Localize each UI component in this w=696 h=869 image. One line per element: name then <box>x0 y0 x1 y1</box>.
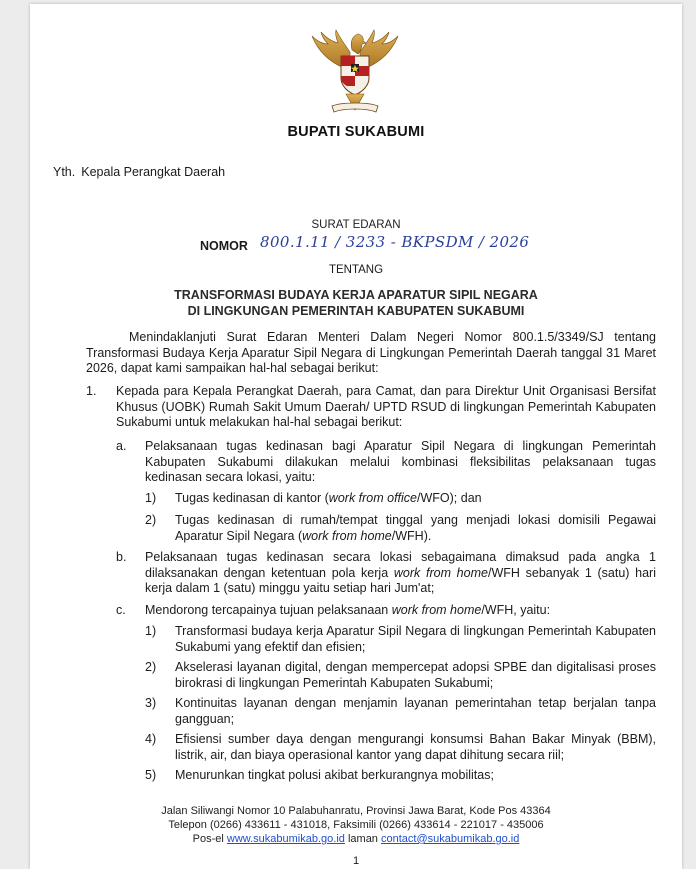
sub-b-text <box>145 550 656 597</box>
sub-c-4-marker: 4) <box>145 732 157 746</box>
sub-c-3-marker: 3) <box>145 696 157 710</box>
letterhead-title: BUPATI SUKABUMI <box>287 124 425 140</box>
item-1-text: Kepada para Kepala Perangkat Daerah, para Camat, dan para Direktur Unit Organisasi Bersifat Khusus (UOBK) Rumah Sakit Umum Daerah/ UPTD RSUD di lingkungan Pemerintah Kabupaten Sukabumi untuk melakukan hal-hal sebagai berikut: <box>116 384 656 429</box>
sub-a-1-marker: 1) <box>145 491 157 505</box>
about-label: TENTANG <box>328 264 384 276</box>
garuda-emblem-icon <box>306 26 404 120</box>
subject-title <box>30 287 682 319</box>
letterhead-footer <box>30 804 682 846</box>
sub-c-marker: c. <box>116 603 126 617</box>
sub-c-5-marker: 5) <box>145 768 157 782</box>
sub-c-pre: Mendorong tercapainya tujuan pelaksanaan <box>145 603 392 617</box>
sub-a-1-text <box>175 491 656 507</box>
sub-a-marker: a. <box>116 439 127 453</box>
number-label: NOMOR <box>200 239 248 253</box>
sub-c-2-marker: 2) <box>145 660 157 674</box>
sub-b-post: /WFH sebanyak 1 (satu) hari kerja dalam 1 (satu) minggu yaitu setiap hari Jum'at; <box>145 565 656 595</box>
circular-type: SURAT EDARAN <box>311 219 401 231</box>
sub-c-4-text: Efisiensi sumber daya dengan mengurangi konsumsi Bahan Bakar Minyak (BBM), listrik, air, dan biaya operasional kantor yang dapat dihitung secara riil; <box>175 732 656 762</box>
sub-a-2-text <box>175 513 656 544</box>
sub-a-text: Pelaksanaan tugas kedinasan bagi Aparatur Sipil Negara di lingkungan Pemerintah Kabupaten Sukabumi dilakukan melalui kombinasi fleksibilitas pelaksanaan tugas kedinasan secara lokasi, yaitu: <box>145 439 656 484</box>
handwritten-number: 800.1.11 / 3233 - BKPSDM / 2026 <box>260 233 530 251</box>
sub-c-2-text: Akselerasi layanan digital, dengan mempercepat adopsi SPBE dan digitalisasi proses birokrasi di lingkungan Pemerintah Kabupaten Sukabumi; <box>175 660 656 690</box>
sub-a-1-post: /WFO); dan <box>417 491 482 505</box>
sub-c-3-text: Kontinuitas layanan dengan menjamin layanan pemerintahan tetap berjalan tanpa gangguan; <box>175 696 656 726</box>
sub-c-em: work from home <box>391 603 482 617</box>
sub-b-em: work from home <box>393 565 488 580</box>
sub-c-1-marker: 1) <box>145 624 157 638</box>
footer-address: Jalan Siliwangi Nomor 10 Palabuhanratu, Provinsi Jawa Barat, Kode Pos 43364 <box>161 805 551 817</box>
sub-a-2-pre: Tugas kedinasan di rumah/tempat tinggal yang menjadi lokasi domisili Pegawai Aparatur Sipil Negara ( <box>175 513 656 543</box>
addressee-label: Yth. <box>53 165 76 179</box>
footer-email-prefix: Pos-el <box>192 833 224 845</box>
addressee <box>53 165 225 179</box>
item-1-marker: 1. <box>86 384 97 398</box>
subject-line-2: DI LINGKUNGAN PEMERINTAH KABUPATEN SUKABUMI <box>187 304 525 318</box>
addressee-name: Kepala Perangkat Daerah <box>81 165 226 179</box>
sub-a-1-em: work from office <box>328 491 418 505</box>
subject-line-1: TRANSFORMASI BUDAYA KERJA APARATUR SIPIL NEGARA <box>174 288 538 302</box>
sub-a-2-post: /WFH). <box>391 528 432 543</box>
sub-c-post: /WFH, yaitu: <box>481 603 551 617</box>
website-link[interactable]: www.sukabumikab.go.id <box>226 833 345 845</box>
footer-email-middle: laman <box>347 833 378 845</box>
sub-a-2-marker: 2) <box>145 513 157 527</box>
sub-b-marker: b. <box>116 550 127 564</box>
sub-c-1-text: Transformasi budaya kerja Aparatur Sipil Negara di lingkungan Pemerintah Kabupaten Sukabumi yang efektif dan efisien; <box>175 624 656 654</box>
email-link[interactable]: contact@sukabumikab.go.id <box>381 833 520 845</box>
footer-phone: Telepon (0266) 433611 - 431018, Faksimili (0266) 433614 - 221017 - 435006 <box>168 819 544 831</box>
sub-b-pre: Pelaksanaan tugas kedinasan secara lokasi sebagaimana dimaksud pada angka 1 dilaksanakan dengan ketentuan pola kerja <box>145 550 656 580</box>
sub-a-2-em: work from home <box>302 528 392 543</box>
sub-c-text <box>145 603 656 619</box>
intro-paragraph: Menindaklanjuti Surat Edaran Menteri Dalam Negeri Nomor 800.1.5/3349/SJ tentang Transformasi Budaya Kerja Aparatur Sipil Negara di Lingkungan Pemerintah Daerah tanggal 31 Maret 2026, dapat kami sampaikan hal-hal sebagai berikut: <box>86 330 656 375</box>
sub-c-5-text: Menurunkan tingkat polusi akibat berkurangnya mobilitas; <box>175 768 494 782</box>
footer-contact <box>30 832 682 846</box>
sub-a-1-pre: Tugas kedinasan di kantor ( <box>175 491 329 505</box>
document-page <box>30 4 682 869</box>
page-number: 1 <box>352 855 360 867</box>
